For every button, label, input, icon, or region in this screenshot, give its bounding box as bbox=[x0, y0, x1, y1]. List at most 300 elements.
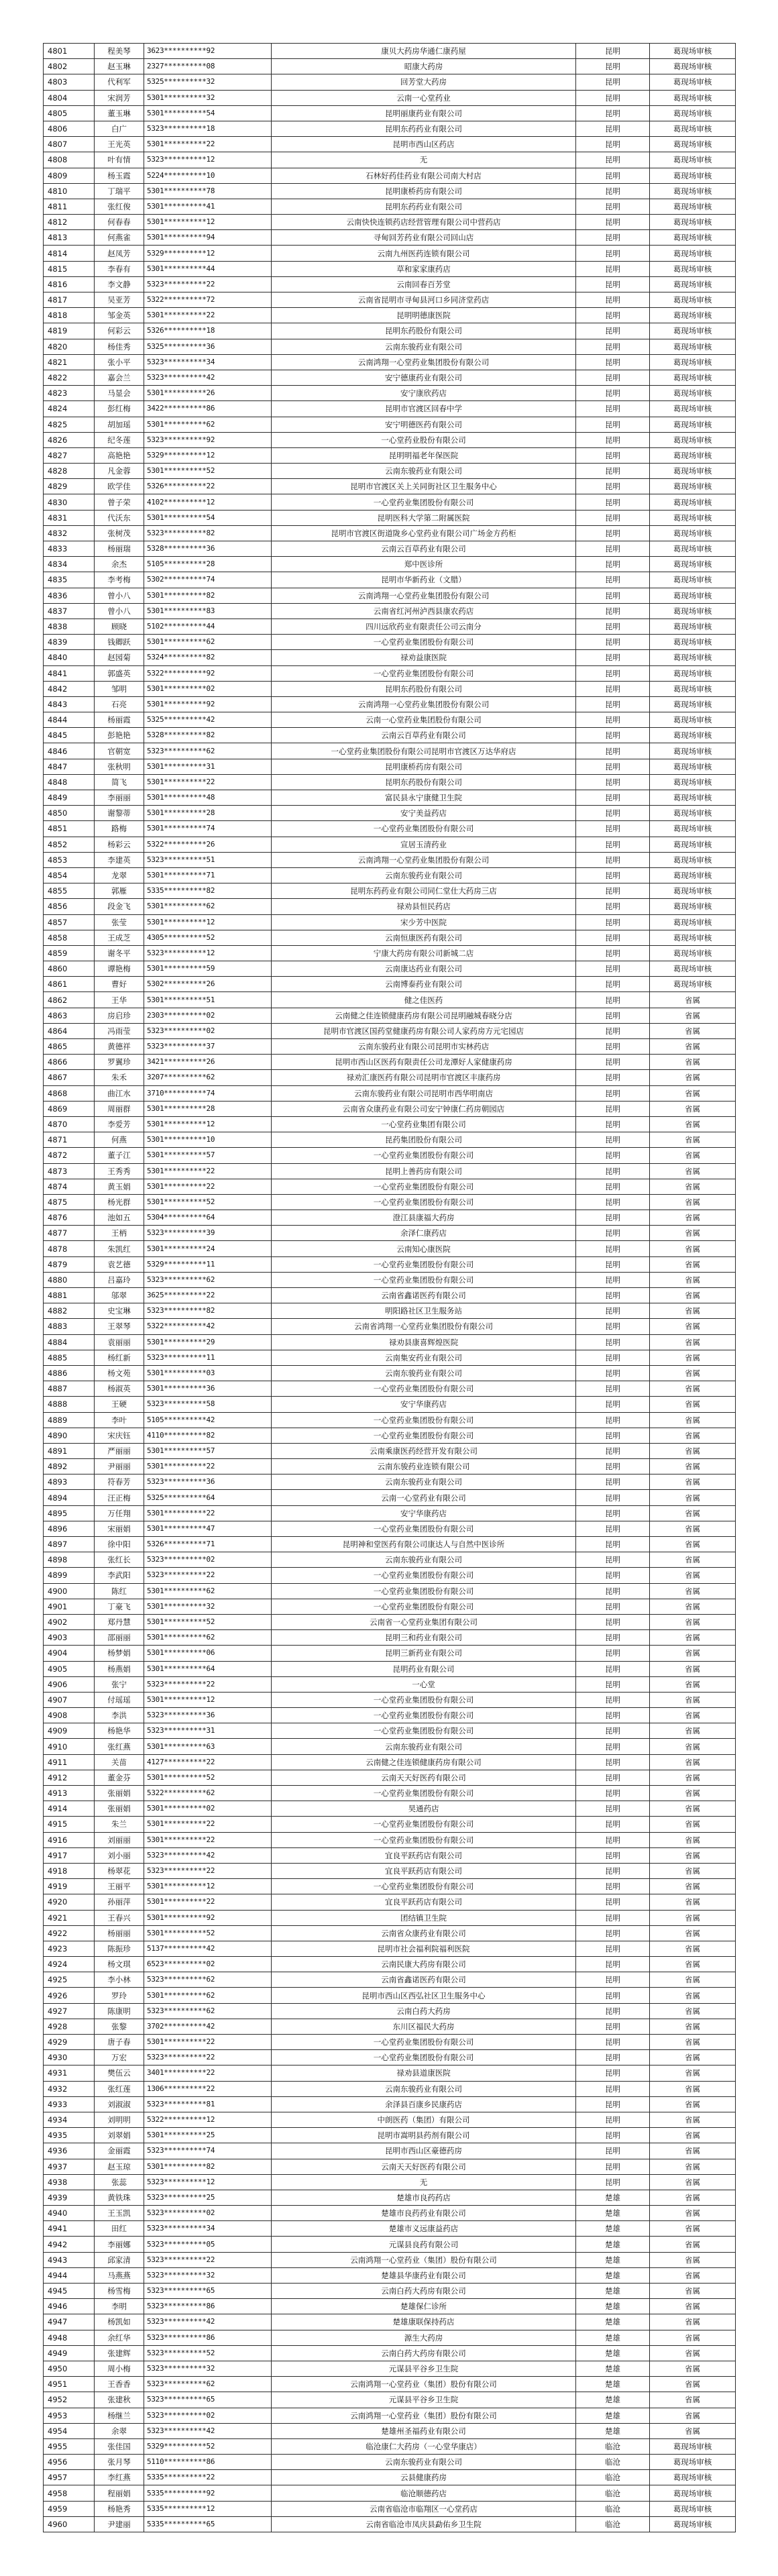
person-name-cell: 吴亚芳 bbox=[95, 292, 144, 308]
table-row bbox=[44, 806, 736, 821]
city-cell: 昆明 bbox=[576, 728, 650, 743]
row-number-cell: 4948 bbox=[44, 2330, 95, 2345]
work-unit-cell: 云南健之佳连锁健康药房有限公司昆明融城春晓分店 bbox=[272, 1008, 576, 1023]
row-number-cell: 4904 bbox=[44, 1646, 95, 1661]
table-row bbox=[44, 1350, 736, 1365]
table-row bbox=[44, 650, 736, 665]
table-row bbox=[44, 1101, 736, 1116]
person-name-cell: 邬翠 bbox=[95, 1288, 144, 1303]
person-name-cell: 赵玉琳 bbox=[95, 59, 144, 74]
review-type-cell: 葛现场审核 bbox=[650, 790, 736, 806]
row-number-cell: 4927 bbox=[44, 2003, 95, 2019]
id-number-cell: 5323**********31 bbox=[144, 1723, 272, 1739]
city-cell: 昆明 bbox=[576, 494, 650, 510]
id-number-cell: 5328**********36 bbox=[144, 541, 272, 557]
id-number-cell: 5301**********92 bbox=[144, 696, 272, 712]
table-row bbox=[44, 370, 736, 385]
work-unit-cell: 一心堂药业集团股份有限公司 bbox=[272, 494, 576, 510]
person-name-cell: 谢黎蒂 bbox=[95, 806, 144, 821]
review-type-cell: 省属 bbox=[650, 2423, 736, 2438]
id-number-cell: 3623**********92 bbox=[144, 44, 272, 59]
table-row bbox=[44, 557, 736, 572]
id-number-cell: 5301**********51 bbox=[144, 992, 272, 1008]
city-cell: 昆明 bbox=[576, 59, 650, 74]
city-cell: 昆明 bbox=[576, 961, 650, 977]
city-cell: 昆明 bbox=[576, 464, 650, 479]
person-name-cell: 欧学佳 bbox=[95, 479, 144, 494]
work-unit-cell: 宜良平跃药店有限公司 bbox=[272, 1863, 576, 1878]
table-row bbox=[44, 2174, 736, 2190]
row-number-cell: 4813 bbox=[44, 230, 95, 246]
person-name-cell: 凡金蓉 bbox=[95, 464, 144, 479]
city-cell: 昆明 bbox=[576, 1116, 650, 1132]
id-number-cell: 5323**********51 bbox=[144, 852, 272, 867]
person-name-cell: 张秋明 bbox=[95, 759, 144, 774]
city-cell: 昆明 bbox=[576, 2050, 650, 2065]
review-type-cell: 省属 bbox=[650, 1428, 736, 1443]
id-number-cell: 5301**********22 bbox=[144, 137, 272, 152]
work-unit-cell: 昆明东药药业有限公司同仁堂仕大药房三店 bbox=[272, 883, 576, 899]
table-row bbox=[44, 1754, 736, 1770]
work-unit-cell: 一心堂 bbox=[272, 1676, 576, 1692]
table-row bbox=[44, 2438, 736, 2454]
person-name-cell: 杨玉霞 bbox=[95, 168, 144, 183]
city-cell: 楚雄 bbox=[576, 2299, 650, 2314]
city-cell: 昆明 bbox=[576, 1754, 650, 1770]
work-unit-cell: 云南省昆明市寻甸县河口乡同济堂药店 bbox=[272, 292, 576, 308]
review-type-cell: 省属 bbox=[650, 1676, 736, 1692]
work-unit-cell: 郑中医诊所 bbox=[272, 557, 576, 572]
row-number-cell: 4875 bbox=[44, 1194, 95, 1210]
table-row bbox=[44, 2392, 736, 2408]
city-cell: 昆明 bbox=[576, 152, 650, 168]
table-row bbox=[44, 1801, 736, 1817]
table-row bbox=[44, 681, 736, 696]
id-number-cell: 5301**********62 bbox=[144, 417, 272, 432]
work-unit-cell: 云南鸿翔一心堂药业（集团）股份有限公司 bbox=[272, 2408, 576, 2423]
row-number-cell: 4877 bbox=[44, 1226, 95, 1241]
person-name-cell: 黄玉娟 bbox=[95, 1179, 144, 1194]
table-row bbox=[44, 1847, 736, 1863]
person-name-cell: 关苗 bbox=[95, 1754, 144, 1770]
work-unit-cell: 昆明东药股份有限公司 bbox=[272, 323, 576, 339]
row-number-cell: 4923 bbox=[44, 1941, 95, 1956]
review-type-cell: 省属 bbox=[650, 1055, 736, 1070]
review-type-cell: 葛现场审核 bbox=[650, 945, 736, 961]
person-name-cell: 房启珍 bbox=[95, 1008, 144, 1023]
row-number-cell: 4879 bbox=[44, 1256, 95, 1272]
work-unit-cell: 昆明市官渡区回春中学 bbox=[272, 401, 576, 417]
work-unit-cell: 康贝大药房华通仁康药屋 bbox=[272, 44, 576, 59]
person-name-cell: 官朝宽 bbox=[95, 743, 144, 759]
review-type-cell: 省属 bbox=[650, 1770, 736, 1785]
row-number-cell: 4925 bbox=[44, 1972, 95, 1988]
person-name-cell: 简飞 bbox=[95, 774, 144, 790]
review-type-cell: 葛现场审核 bbox=[650, 323, 736, 339]
table-row bbox=[44, 2190, 736, 2205]
person-name-cell: 嘉会兰 bbox=[95, 370, 144, 385]
review-type-cell: 省属 bbox=[650, 1863, 736, 1878]
review-type-cell: 葛现场审核 bbox=[650, 276, 736, 292]
city-cell: 昆明 bbox=[576, 1008, 650, 1023]
id-number-cell: 5323**********12 bbox=[144, 2174, 272, 2190]
id-number-cell: 5323**********62 bbox=[144, 1972, 272, 1988]
city-cell: 昆明 bbox=[576, 447, 650, 463]
table-row bbox=[44, 1661, 736, 1676]
row-number-cell: 4829 bbox=[44, 479, 95, 494]
review-type-cell: 葛现场审核 bbox=[650, 308, 736, 323]
review-type-cell: 省属 bbox=[650, 2190, 736, 2205]
work-unit-cell: 昆明东药药业有限公司 bbox=[272, 199, 576, 214]
review-type-cell: 省属 bbox=[650, 1443, 736, 1458]
row-number-cell: 4957 bbox=[44, 2470, 95, 2485]
work-unit-cell: 一心堂药业集团股份有限公司 bbox=[272, 1708, 576, 1723]
row-number-cell: 4949 bbox=[44, 2345, 95, 2361]
work-unit-cell: 禄劝益康医院 bbox=[272, 650, 576, 665]
person-name-cell: 袁丽丽 bbox=[95, 1334, 144, 1350]
id-number-cell: 3207**********62 bbox=[144, 1070, 272, 1085]
work-unit-cell: 云南民康大药房有限公司 bbox=[272, 1957, 576, 1972]
person-name-cell: 刘小丽 bbox=[95, 1847, 144, 1863]
person-name-cell: 程美琴 bbox=[95, 44, 144, 59]
person-name-cell: 曲江水 bbox=[95, 1085, 144, 1101]
work-unit-cell: 安宁华康药店 bbox=[272, 1505, 576, 1521]
row-number-cell: 4952 bbox=[44, 2392, 95, 2408]
work-unit-cell: 宋少芳中医院 bbox=[272, 914, 576, 930]
row-number-cell: 4950 bbox=[44, 2361, 95, 2376]
person-name-cell: 张建秋 bbox=[95, 2392, 144, 2408]
id-number-cell: 5323**********82 bbox=[144, 525, 272, 541]
city-cell: 昆明 bbox=[576, 2019, 650, 2034]
work-unit-cell: 云南博泰药业有限公司 bbox=[272, 977, 576, 992]
work-unit-cell: 禄劝县道康医院 bbox=[272, 2065, 576, 2081]
table-row bbox=[44, 1085, 736, 1101]
table-row bbox=[44, 2284, 736, 2299]
id-number-cell: 5323**********18 bbox=[144, 121, 272, 136]
work-unit-cell: 云南鸿翔一心堂药业集团股份有限公司 bbox=[272, 696, 576, 712]
city-cell: 昆明 bbox=[576, 1085, 650, 1101]
city-cell: 临沧 bbox=[576, 2455, 650, 2470]
id-number-cell: 5301**********64 bbox=[144, 1661, 272, 1676]
row-number-cell: 4853 bbox=[44, 852, 95, 867]
review-type-cell: 省属 bbox=[650, 1847, 736, 1863]
city-cell: 昆明 bbox=[576, 650, 650, 665]
review-type-cell: 省属 bbox=[650, 1817, 736, 1832]
review-type-cell: 省属 bbox=[650, 1039, 736, 1055]
row-number-cell: 4830 bbox=[44, 494, 95, 510]
person-name-cell: 邹明 bbox=[95, 681, 144, 696]
review-type-cell: 省属 bbox=[650, 1459, 736, 1474]
table-row bbox=[44, 2345, 736, 2361]
review-type-cell: 葛现场审核 bbox=[650, 90, 736, 105]
work-unit-cell: 云南省鑫诺医药有限公司 bbox=[272, 1288, 576, 1303]
person-name-cell: 朱凯红 bbox=[95, 1241, 144, 1256]
city-cell: 昆明 bbox=[576, 1537, 650, 1552]
row-number-cell: 4880 bbox=[44, 1272, 95, 1287]
review-type-cell: 省属 bbox=[650, 1925, 736, 1941]
review-type-cell: 葛现场审核 bbox=[650, 339, 736, 354]
review-type-cell: 葛现场审核 bbox=[650, 432, 736, 447]
table-row bbox=[44, 790, 736, 806]
person-name-cell: 李红燕 bbox=[95, 2470, 144, 2485]
id-number-cell: 5301**********10 bbox=[144, 1132, 272, 1148]
table-row bbox=[44, 712, 736, 728]
city-cell: 昆明 bbox=[576, 1661, 650, 1676]
person-name-cell: 王秀秀 bbox=[95, 1163, 144, 1179]
id-number-cell: 5323**********42 bbox=[144, 2423, 272, 2438]
city-cell: 昆明 bbox=[576, 1957, 650, 1972]
work-unit-cell: 昆明市官渡区国药堂健康药房有限公司人家药房方元宅园店 bbox=[272, 1023, 576, 1038]
work-unit-cell: 昆明三新药业有限公司 bbox=[272, 1646, 576, 1661]
table-row bbox=[44, 1272, 736, 1287]
person-name-cell: 张莹 bbox=[95, 914, 144, 930]
table-row bbox=[44, 137, 736, 152]
id-number-cell: 5323**********86 bbox=[144, 2299, 272, 2314]
work-unit-cell: 昆明市西山区西弘社区卫生服务中心 bbox=[272, 1988, 576, 2003]
table-row bbox=[44, 1614, 736, 1629]
id-number-cell: 5224**********10 bbox=[144, 168, 272, 183]
person-name-cell: 王成芝 bbox=[95, 930, 144, 945]
city-cell: 昆明 bbox=[576, 1692, 650, 1707]
review-type-cell: 省属 bbox=[650, 2408, 736, 2423]
id-number-cell: 5301**********52 bbox=[144, 1194, 272, 1210]
city-cell: 昆明 bbox=[576, 74, 650, 90]
table-row bbox=[44, 1319, 736, 1334]
review-type-cell: 省属 bbox=[650, 2003, 736, 2019]
id-number-cell: 5322**********92 bbox=[144, 665, 272, 681]
row-number-cell: 4862 bbox=[44, 992, 95, 1008]
work-unit-cell: 云南东骏药业有限公司 bbox=[272, 2455, 576, 2470]
city-cell: 昆明 bbox=[576, 1179, 650, 1194]
id-number-cell: 5323**********36 bbox=[144, 1708, 272, 1723]
table-row bbox=[44, 494, 736, 510]
person-name-cell: 马显会 bbox=[95, 386, 144, 401]
id-number-cell: 3702**********42 bbox=[144, 2019, 272, 2034]
work-unit-cell: 无 bbox=[272, 2174, 576, 2190]
review-type-cell: 省属 bbox=[650, 1272, 736, 1287]
review-type-cell: 省属 bbox=[650, 1801, 736, 1817]
table-row bbox=[44, 1630, 736, 1646]
city-cell: 昆明 bbox=[576, 665, 650, 681]
city-cell: 昆明 bbox=[576, 759, 650, 774]
row-number-cell: 4891 bbox=[44, 1443, 95, 1458]
city-cell: 昆明 bbox=[576, 2096, 650, 2112]
city-cell: 昆明 bbox=[576, 1412, 650, 1428]
table-row bbox=[44, 2252, 736, 2267]
row-number-cell: 4931 bbox=[44, 2065, 95, 2081]
person-name-cell: 余翠 bbox=[95, 2423, 144, 2438]
table-row bbox=[44, 1116, 736, 1132]
id-number-cell: 5102**********44 bbox=[144, 619, 272, 634]
work-unit-cell: 楚雄市良药药店 bbox=[272, 2190, 576, 2205]
id-number-cell: 5323**********22 bbox=[144, 2252, 272, 2267]
work-unit-cell: 昆明市西山区药店 bbox=[272, 137, 576, 152]
city-cell: 昆明 bbox=[576, 883, 650, 899]
id-number-cell: 5323**********86 bbox=[144, 2330, 272, 2345]
review-type-cell: 省属 bbox=[650, 1894, 736, 1910]
id-number-cell: 5301**********94 bbox=[144, 230, 272, 246]
row-number-cell: 4883 bbox=[44, 1319, 95, 1334]
id-number-cell: 5328**********82 bbox=[144, 728, 272, 743]
row-number-cell: 4807 bbox=[44, 137, 95, 152]
work-unit-cell: 一心堂药业集团股份有限公司 bbox=[272, 1583, 576, 1599]
person-name-cell: 杨继兰 bbox=[95, 2408, 144, 2423]
table-row bbox=[44, 2330, 736, 2345]
review-type-cell: 省属 bbox=[650, 1879, 736, 1894]
row-number-cell: 4887 bbox=[44, 1381, 95, 1397]
row-number-cell: 4839 bbox=[44, 635, 95, 650]
city-cell: 昆明 bbox=[576, 1972, 650, 1988]
table-row bbox=[44, 1194, 736, 1210]
id-number-cell: 5326**********18 bbox=[144, 323, 272, 339]
table-row bbox=[44, 2112, 736, 2127]
row-number-cell: 4818 bbox=[44, 308, 95, 323]
work-unit-cell: 云南云百草药业有限公司 bbox=[272, 728, 576, 743]
review-type-cell: 省属 bbox=[650, 1941, 736, 1956]
person-name-cell: 杨艳秀 bbox=[95, 2501, 144, 2516]
person-name-cell: 张红俊 bbox=[95, 199, 144, 214]
row-number-cell: 4851 bbox=[44, 821, 95, 837]
id-number-cell: 5301**********62 bbox=[144, 1583, 272, 1599]
review-type-cell: 葛现场审核 bbox=[650, 510, 736, 525]
review-type-cell: 省属 bbox=[650, 2065, 736, 2081]
row-number-cell: 4940 bbox=[44, 2206, 95, 2221]
id-number-cell: 5301**********02 bbox=[144, 681, 272, 696]
review-type-cell: 省属 bbox=[650, 2299, 736, 2314]
city-cell: 昆明 bbox=[576, 168, 650, 183]
id-number-cell: 5105**********42 bbox=[144, 1412, 272, 1428]
table-row bbox=[44, 1988, 736, 2003]
person-name-cell: 刘明明 bbox=[95, 2112, 144, 2127]
person-name-cell: 杨光群 bbox=[95, 1194, 144, 1210]
id-number-cell: 5301**********92 bbox=[144, 1910, 272, 1925]
id-number-cell: 5301**********22 bbox=[144, 1163, 272, 1179]
city-cell: 昆明 bbox=[576, 837, 650, 852]
person-name-cell: 史宝琳 bbox=[95, 1303, 144, 1319]
id-number-cell: 2327**********08 bbox=[144, 59, 272, 74]
table-row bbox=[44, 635, 736, 650]
city-cell: 昆明 bbox=[576, 1303, 650, 1319]
person-name-cell: 顾晓 bbox=[95, 619, 144, 634]
table-row bbox=[44, 168, 736, 183]
row-number-cell: 4896 bbox=[44, 1521, 95, 1536]
table-row bbox=[44, 2267, 736, 2283]
city-cell: 昆明 bbox=[576, 541, 650, 557]
id-number-cell: 5301**********54 bbox=[144, 105, 272, 121]
person-name-cell: 田红 bbox=[95, 2221, 144, 2237]
row-number-cell: 4872 bbox=[44, 1148, 95, 1163]
id-number-cell: 5323**********11 bbox=[144, 1350, 272, 1365]
review-type-cell: 省属 bbox=[650, 1599, 736, 1614]
person-name-cell: 白广 bbox=[95, 121, 144, 136]
review-type-cell: 葛现场审核 bbox=[650, 852, 736, 867]
table-row bbox=[44, 59, 736, 74]
review-type-cell: 葛现场审核 bbox=[650, 401, 736, 417]
id-number-cell: 5323**********65 bbox=[144, 2392, 272, 2408]
id-number-cell: 5323**********81 bbox=[144, 2096, 272, 2112]
table-row bbox=[44, 977, 736, 992]
city-cell: 昆明 bbox=[576, 479, 650, 494]
work-unit-cell: 昆明药业有限公司 bbox=[272, 1661, 576, 1676]
id-number-cell: 5301**********57 bbox=[144, 1148, 272, 1163]
city-cell: 楚雄 bbox=[576, 2361, 650, 2376]
review-type-cell: 葛现场审核 bbox=[650, 899, 736, 914]
table-row bbox=[44, 2516, 736, 2532]
person-name-cell: 曾子荣 bbox=[95, 494, 144, 510]
id-number-cell: 6523**********02 bbox=[144, 1957, 272, 1972]
table-row bbox=[44, 1692, 736, 1707]
work-unit-cell: 一心堂药业集团股份有限公司 bbox=[272, 1179, 576, 1194]
review-type-cell: 葛现场审核 bbox=[650, 883, 736, 899]
id-number-cell: 5301**********22 bbox=[144, 1505, 272, 1521]
table-row bbox=[44, 2159, 736, 2174]
row-number-cell: 4841 bbox=[44, 665, 95, 681]
row-number-cell: 4868 bbox=[44, 1085, 95, 1101]
city-cell: 昆明 bbox=[576, 1023, 650, 1038]
city-cell: 昆明 bbox=[576, 899, 650, 914]
id-number-cell: 5325**********36 bbox=[144, 339, 272, 354]
work-unit-cell: 一心堂药业集团股份有限公司 bbox=[272, 665, 576, 681]
row-number-cell: 4916 bbox=[44, 1832, 95, 1847]
table-row bbox=[44, 44, 736, 59]
review-type-cell: 葛现场审核 bbox=[650, 572, 736, 588]
city-cell: 昆明 bbox=[576, 432, 650, 447]
city-cell: 昆明 bbox=[576, 977, 650, 992]
table-row bbox=[44, 2314, 736, 2330]
id-number-cell: 5323**********62 bbox=[144, 1272, 272, 1287]
city-cell: 昆明 bbox=[576, 199, 650, 214]
id-number-cell: 5301**********28 bbox=[144, 806, 272, 821]
row-number-cell: 4802 bbox=[44, 59, 95, 74]
review-type-cell: 葛现场审核 bbox=[650, 650, 736, 665]
work-unit-cell: 安宁德康药业有限公司 bbox=[272, 370, 576, 385]
table-row bbox=[44, 1770, 736, 1785]
row-number-cell: 4822 bbox=[44, 370, 95, 385]
work-unit-cell: 元谋县良药有限公司 bbox=[272, 2237, 576, 2252]
person-name-cell: 徐中阳 bbox=[95, 1537, 144, 1552]
work-unit-cell: 云南一心堂药业 bbox=[272, 90, 576, 105]
work-unit-cell: 云南恒康医药有限公司 bbox=[272, 930, 576, 945]
city-cell: 昆明 bbox=[576, 945, 650, 961]
person-name-cell: 张建辉 bbox=[95, 2345, 144, 2361]
work-unit-cell: 临沧顺德药店 bbox=[272, 2485, 576, 2501]
review-type-cell: 省属 bbox=[650, 2267, 736, 2283]
person-name-cell: 纪冬莲 bbox=[95, 432, 144, 447]
table-row bbox=[44, 914, 736, 930]
review-type-cell: 省属 bbox=[650, 1521, 736, 1536]
row-number-cell: 4937 bbox=[44, 2159, 95, 2174]
work-unit-cell: 昆明上善药房有限公司 bbox=[272, 1163, 576, 1179]
work-unit-cell: 昆明市西山区医药有限责任公司龙潭好人家健康药房 bbox=[272, 1055, 576, 1070]
person-name-cell: 胡加瑶 bbox=[95, 417, 144, 432]
review-type-cell: 葛现场审核 bbox=[650, 821, 736, 837]
row-number-cell: 4855 bbox=[44, 883, 95, 899]
person-name-cell: 赵凤芳 bbox=[95, 246, 144, 261]
work-unit-cell: 余泽县百康乡民康药店 bbox=[272, 2096, 576, 2112]
work-unit-cell: 云南回春百芳堂 bbox=[272, 276, 576, 292]
work-unit-cell: 云南东骏药业有限公司昆明市实林药店 bbox=[272, 1039, 576, 1055]
row-number-cell: 4878 bbox=[44, 1241, 95, 1256]
id-number-cell: 5323**********58 bbox=[144, 1397, 272, 1412]
work-unit-cell: 禄劝汇康医药有限公司昆明市官渡区丰康药房 bbox=[272, 1070, 576, 1085]
review-type-cell: 省属 bbox=[650, 1381, 736, 1397]
city-cell: 昆明 bbox=[576, 183, 650, 199]
review-type-cell: 省属 bbox=[650, 1288, 736, 1303]
id-number-cell: 5301**********22 bbox=[144, 1459, 272, 1474]
city-cell: 昆明 bbox=[576, 510, 650, 525]
city-cell: 昆明 bbox=[576, 852, 650, 867]
id-number-cell: 5335**********12 bbox=[144, 2501, 272, 2516]
